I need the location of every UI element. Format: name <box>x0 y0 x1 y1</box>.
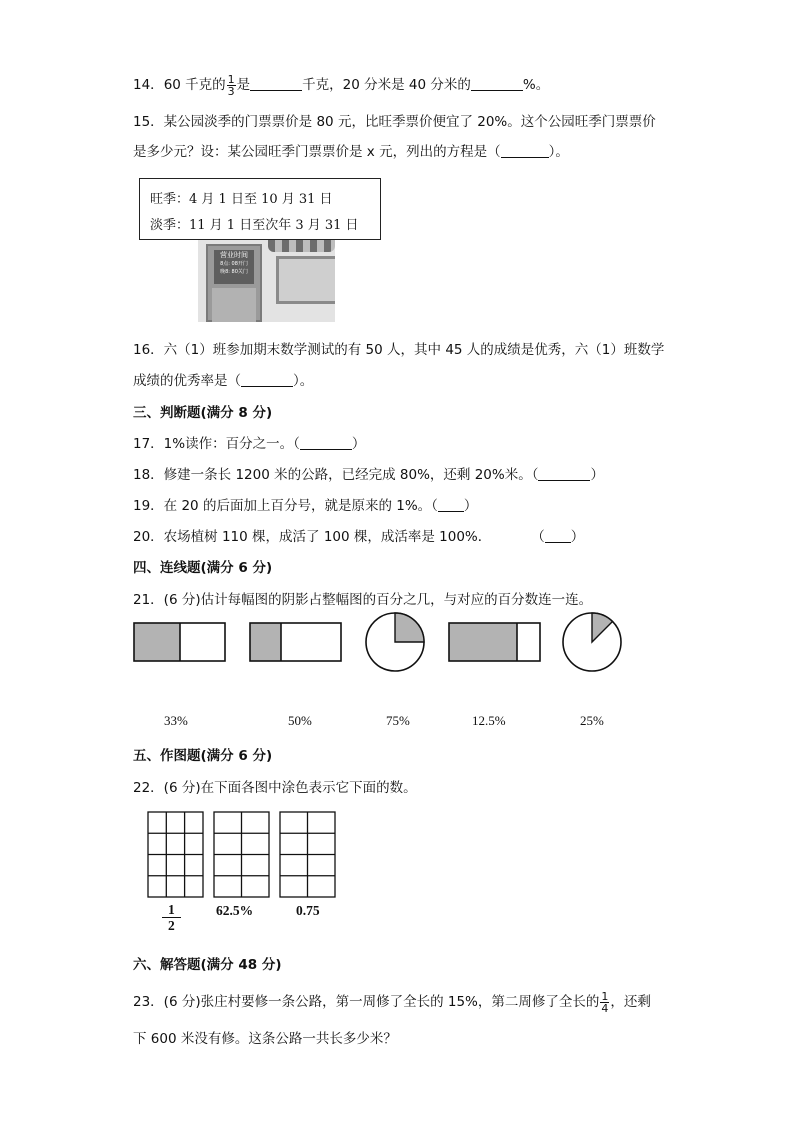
grid-1[interactable] <box>148 812 203 897</box>
question-15-line-1: 15．某公园淡季的门票票价是 80 元，比旺季票价便宜了 20%。这个公园旺季门票票价 <box>133 114 656 130</box>
question-14 <box>133 73 549 97</box>
q15-blank[interactable] <box>501 144 549 158</box>
grid-3-label: 0.75 <box>296 903 320 918</box>
q19-text: 19．在 20 的后面加上百分号，就是原来的 1%。（ <box>133 498 438 514</box>
q14-frac-den: 3 <box>227 84 235 98</box>
sign-line-2: 晚8: 80关门 <box>220 269 248 275</box>
question-17 <box>133 432 365 452</box>
section-6-heading: 六、解答题(满分 48 分) <box>133 957 282 973</box>
question-16-line-2 <box>133 369 313 389</box>
store-window <box>276 256 335 304</box>
business-hours-sign <box>214 250 254 284</box>
figure-4-shaded <box>449 623 517 661</box>
question-22: 22．(6 分)在下面各图中涂色表示它下面的数。 <box>133 780 417 796</box>
q23-text-a: 23．(6 分)张庄村要修一条公路，第一周修了全长的 15%，第二周修了全长的 <box>133 994 600 1010</box>
season-schedule-box <box>139 178 381 240</box>
q14-text-2: 是 <box>236 77 251 93</box>
q23-frac-num: 1 <box>601 989 609 1003</box>
figure-3-shaded <box>395 613 424 642</box>
q20-text: 20．农场植树 110 棵，成活了 100 棵，成活率是 100%． <box>133 529 492 545</box>
off-season-text: 淡季：11 月 1 日至次年 3 月 31 日 <box>150 218 359 233</box>
awning <box>268 238 335 252</box>
sign-title: 营业时间 <box>220 251 248 259</box>
question-18 <box>133 463 604 483</box>
q17-close: ） <box>351 436 366 452</box>
question-20 <box>133 525 584 545</box>
section-3-heading: 三、判断题(满分 8 分) <box>133 405 273 421</box>
question-23-line-1 <box>133 990 651 1014</box>
q19-close: ） <box>463 498 478 514</box>
question-16-line-1: 16．六（1）班参加期末数学测试的有 50 人，其中 45 人的成绩是优秀，六（1）班数学 <box>133 342 665 358</box>
q17-text: 17．1%读作：百分之一。（ <box>133 436 300 452</box>
q14-blank-1[interactable] <box>250 77 302 91</box>
figure-1-shaded <box>134 623 180 661</box>
sign-line-1: 8点: 08开门 <box>220 261 248 267</box>
q15-text-a: 是多少元？设：某公园旺季门票票价是 x 元，列出的方程是（ <box>133 144 501 160</box>
percent-option-5[interactable]: 25% <box>580 713 604 728</box>
q23-frac-den: 4 <box>601 1001 609 1015</box>
q14-frac-num: 1 <box>227 72 235 86</box>
grid-1-label-den: 2 <box>168 918 175 933</box>
coloring-grids <box>0 808 793 903</box>
door-panel <box>212 288 256 322</box>
grid-1-label <box>162 902 181 933</box>
percent-option-4[interactable]: 12.5% <box>472 713 506 728</box>
q20-open: （ <box>531 529 545 545</box>
percent-option-2[interactable]: 50% <box>288 713 312 728</box>
q20-blank[interactable] <box>545 529 571 543</box>
q23-text-b: ，还剩 <box>610 994 651 1010</box>
question-21: 21．(6 分)估计每幅图的阴影占整幅图的百分之几，与对应的百分数连一连。 <box>133 592 593 608</box>
q14-blank-2[interactable] <box>471 77 523 91</box>
store-illustration <box>198 236 335 322</box>
q18-close: ） <box>590 467 604 483</box>
q17-blank[interactable] <box>300 436 352 450</box>
grid-1-label-num: 1 <box>162 902 181 918</box>
q16-text-b: ）。 <box>293 373 314 389</box>
figure-2-shaded <box>250 623 281 661</box>
q15-text-b: ）。 <box>548 144 569 160</box>
q16-text-a: 成绩的优秀率是（ <box>133 373 241 389</box>
q18-blank[interactable] <box>538 467 590 481</box>
q14-text-4: %。 <box>522 77 550 93</box>
question-23-line-2: 下 600 米没有修。这条公路一共长多少米？ <box>133 1031 397 1047</box>
peak-season-text: 旺季：4 月 1 日至 10 月 31 日 <box>150 192 333 207</box>
q19-blank[interactable] <box>438 498 464 512</box>
q23-fraction <box>600 991 609 1014</box>
section-4-heading: 四、连线题(满分 6 分) <box>133 560 273 576</box>
grid-2[interactable] <box>214 812 269 897</box>
question-19 <box>133 494 477 514</box>
grid-3[interactable] <box>280 812 335 897</box>
q14-fraction <box>227 74 236 97</box>
section-5-heading: 五、作图题(满分 6 分) <box>133 748 273 764</box>
grid-2-label: 62.5% <box>216 903 254 918</box>
q14-number: 14． <box>133 77 164 93</box>
percent-option-1[interactable]: 33% <box>164 713 188 728</box>
q20-close: ） <box>570 529 585 545</box>
percent-option-3[interactable]: 75% <box>386 713 410 728</box>
q16-blank[interactable] <box>241 373 293 387</box>
q18-text: 18．修建一条长 1200 米的公路，已经完成 80%，还剩 20%米。（ <box>133 467 539 483</box>
q14-text-3: 千克，20 分米是 40 分米的 <box>302 77 471 93</box>
shaded-figures <box>0 612 793 672</box>
question-15-line-2 <box>133 140 569 160</box>
q14-text-1: 60 千克的 <box>163 77 226 93</box>
